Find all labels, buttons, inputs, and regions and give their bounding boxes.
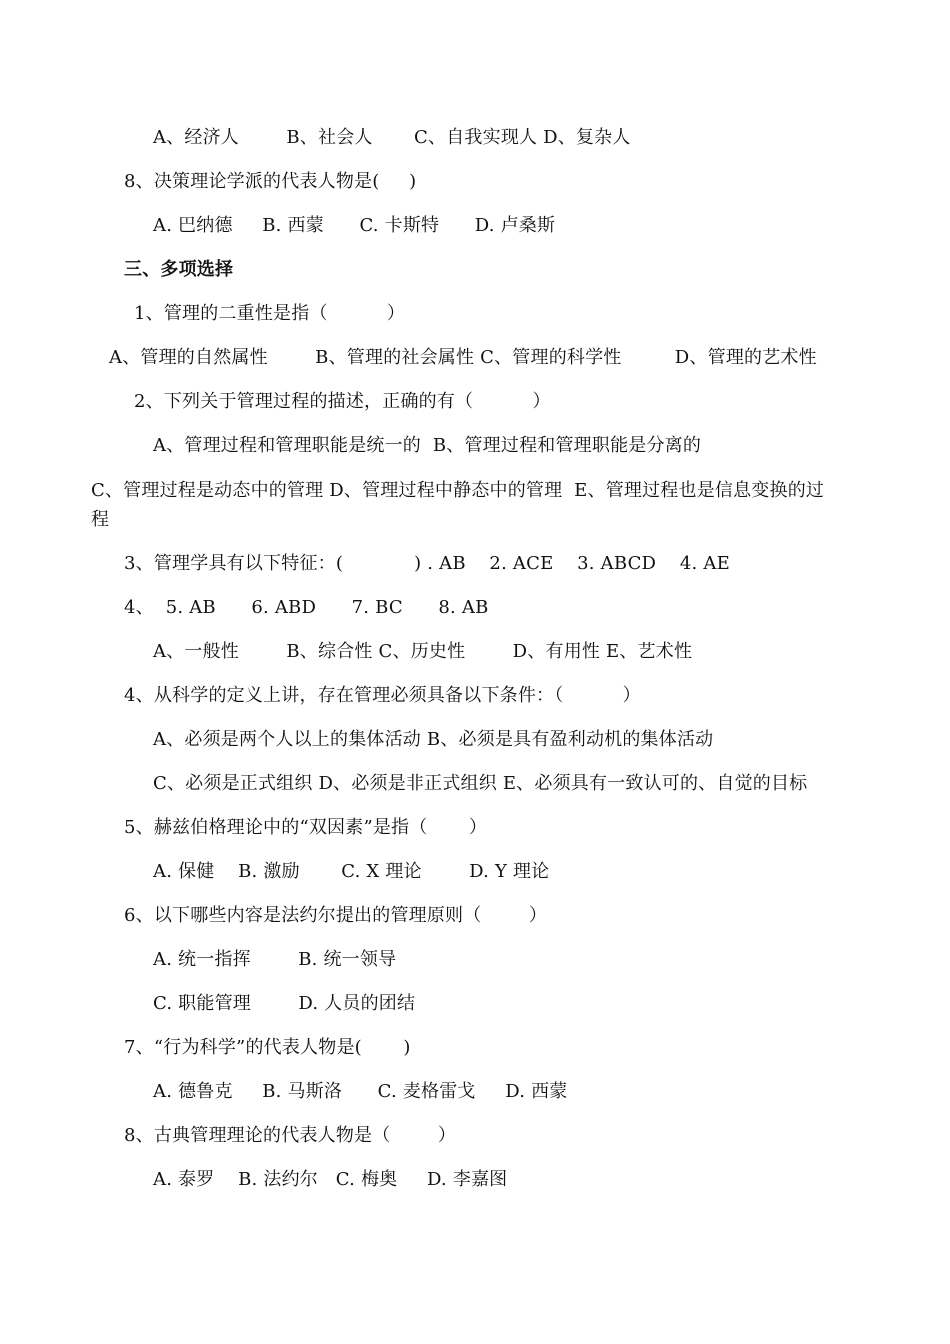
option-line: A、经济人 B、社会人 C、自我实现人 D、复杂人 [153, 127, 631, 148]
option-line: A. 保健 B. 激励 C. X 理论 D. Y 理论 [153, 861, 550, 882]
option-line: C、必须是正式组织 D、必须是非正式组织 E、必须具有一致认可的、自觉的目标 [153, 773, 808, 794]
question-line: 3、管理学具有以下特征：( ) . AB 2. ACE 3. ABCD 4. AE [124, 553, 730, 574]
question-line: 4、从科学的定义上讲，存在管理必须具备以下条件：（ ） [124, 685, 641, 706]
option-line: A. 泰罗 B. 法约尔 C. 梅奥 D. 李嘉图 [153, 1169, 508, 1190]
option-line-continuation: 程 [91, 509, 110, 530]
question-line: 7、“行为科学”的代表人物是( ) [124, 1037, 411, 1058]
question-line: 1、管理的二重性是指（ ） [134, 303, 406, 324]
option-line: A、一般性 B、综合性 C、历史性 D、有用性 E、艺术性 [153, 641, 693, 662]
section-heading: 三、多项选择 [124, 259, 234, 280]
question-line: 6、以下哪些内容是法约尔提出的管理原则（ ） [124, 905, 548, 926]
option-line: A. 统一指挥 B. 统一领导 [153, 949, 397, 970]
question-line: 5、赫兹伯格理论中的“双因素”是指（ ） [124, 817, 488, 838]
option-line: C、管理过程是动态中的管理 D、管理过程中静态中的管理 E、管理过程也是信息变换的过 [91, 480, 825, 501]
option-line: A. 德鲁克 B. 马斯洛 C. 麦格雷戈 D. 西蒙 [153, 1081, 568, 1102]
option-line: A、管理的自然属性 B、管理的社会属性 C、管理的科学性 D、管理的艺术性 [109, 347, 817, 368]
question-line: 2、下列关于管理过程的描述，正确的有（ ） [134, 391, 551, 412]
option-line: C. 职能管理 D. 人员的团结 [153, 993, 416, 1014]
question-line: 8、古典管理理论的代表人物是（ ） [124, 1125, 457, 1146]
answer-key-line: 4、 5. AB 6. ABD 7. BC 8. AB [124, 597, 489, 618]
option-line: A、管理过程和管理职能是统一的 B、管理过程和管理职能是分离的 [153, 435, 702, 456]
option-line: A. 巴纳德 B. 西蒙 C. 卡斯特 D. 卢桑斯 [153, 215, 556, 236]
option-line: A、必须是两个人以上的集体活动 B、必须是具有盈利动机的集体活动 [153, 729, 714, 750]
question-line: 8、决策理论学派的代表人物是( ) [124, 171, 417, 192]
